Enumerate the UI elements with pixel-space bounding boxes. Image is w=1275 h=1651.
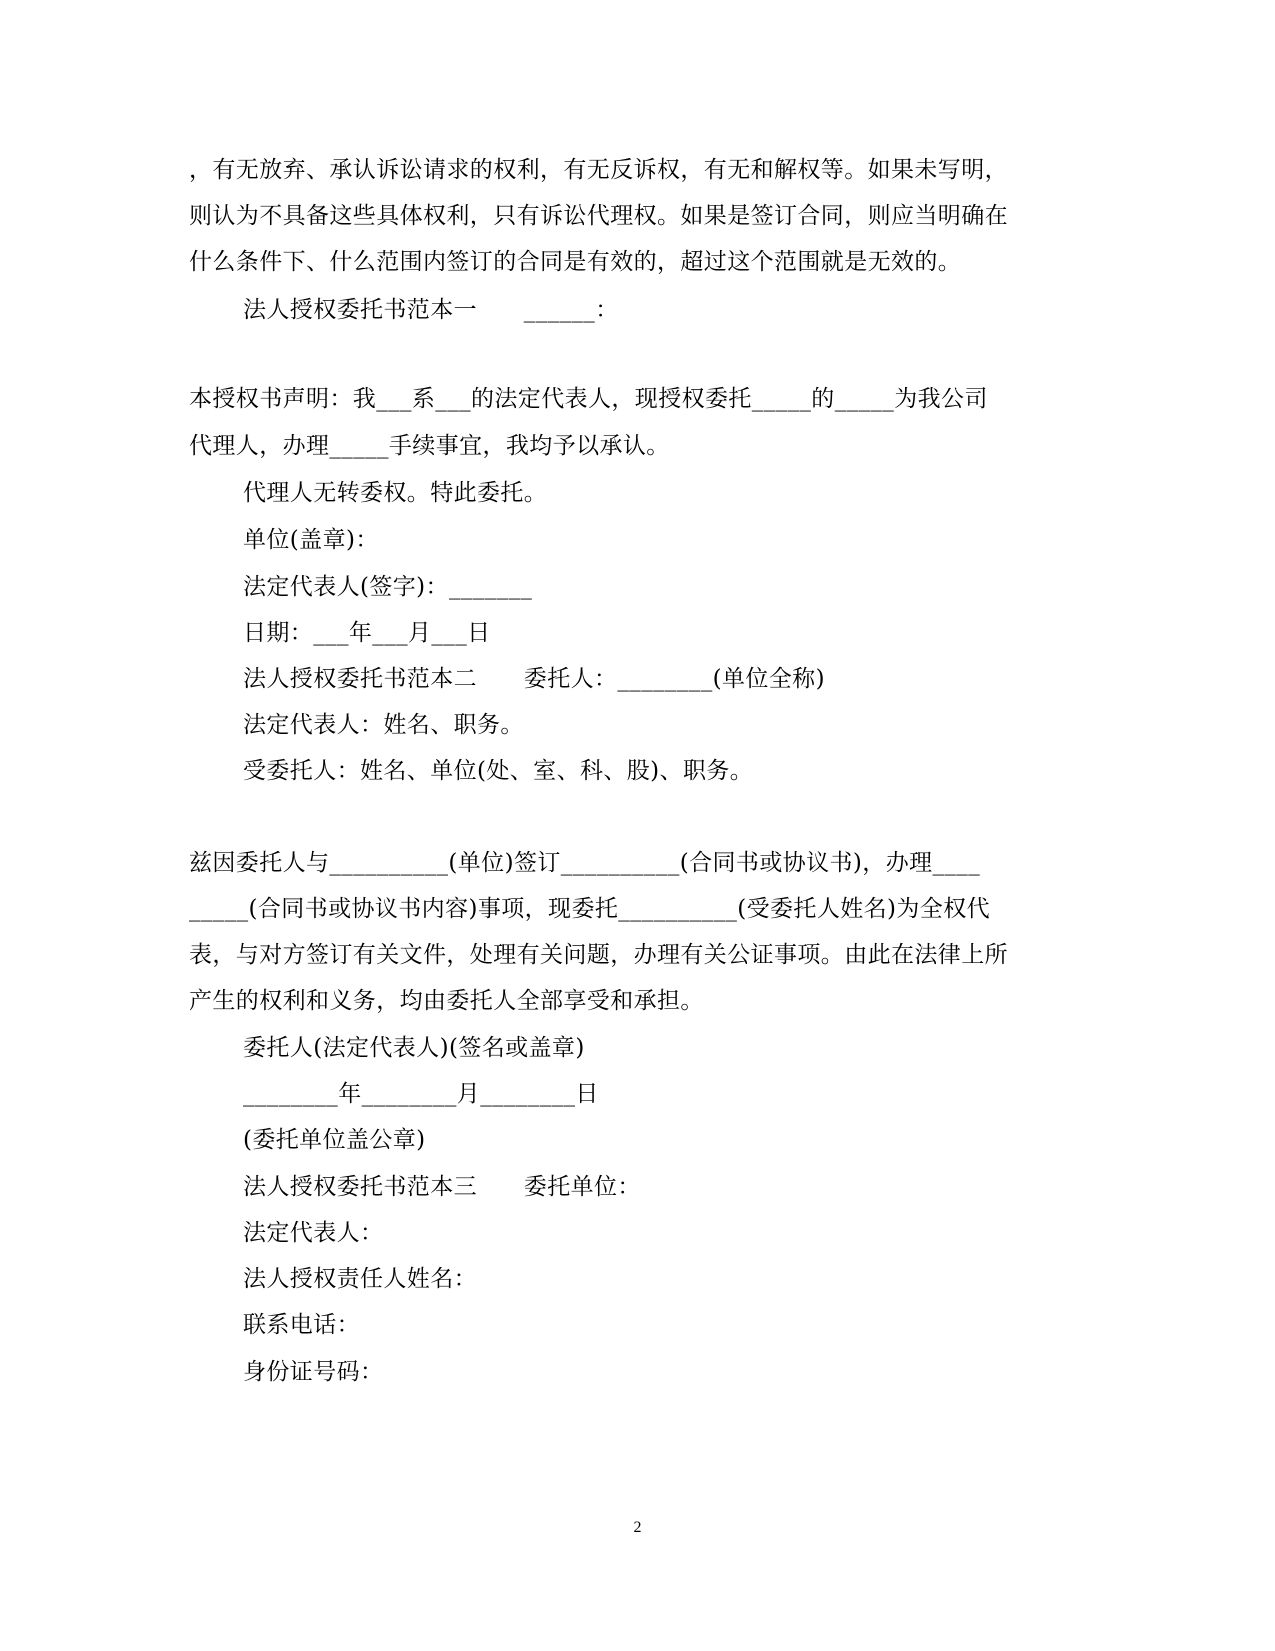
- paragraph-line: ，有无放弃、承认诉讼请求的权利，有无反诉权，有无和解权等。如果未写明，: [189, 157, 1008, 183]
- form-field-line: (委托单位盖公章): [243, 1127, 426, 1153]
- template-title-3: 法人授权委托书范本三 委托单位：: [243, 1174, 641, 1200]
- form-field-line: 受委托人：姓名、单位(处、室、科、股)、职务。: [243, 758, 754, 784]
- form-field-line: 单位(盖章)：: [243, 527, 379, 553]
- paragraph-line: _____(合同书或协议书内容)事项，现委托__________(受委托人姓名)为全权代: [189, 896, 990, 922]
- paragraph-line: 本授权书声明：我___系___的法定代表人，现授权委托_____的_____为我公司: [189, 386, 988, 412]
- page-number: 2: [633, 1519, 642, 1536]
- form-field-line: 法定代表人(签字)：_______: [243, 574, 533, 600]
- paragraph-line: 兹因委托人与__________(单位)签订__________(合同书或协议书)，办理____: [189, 850, 981, 876]
- form-field-line: 委托人(法定代表人)(签名或盖章): [243, 1035, 585, 1061]
- form-field-line: 法定代表人：: [243, 1220, 384, 1246]
- paragraph-line: 产生的权利和义务，均由委托人全部享受和承担。: [189, 988, 704, 1014]
- paragraph-line: 代理人，办理_____手续事宜，我均予以承认。: [189, 433, 670, 459]
- template-title-2: 法人授权委托书范本二 委托人：________(单位全称): [243, 666, 825, 692]
- form-field-line: 联系电话：: [243, 1312, 360, 1338]
- form-field-line: 日期：___年___月___日: [243, 620, 491, 646]
- form-field-line: 身份证号码：: [243, 1359, 384, 1385]
- form-field-line: 法人授权责任人姓名：: [243, 1266, 477, 1292]
- paragraph-line: 表，与对方签订有关文件，处理有关问题，办理有关公证事项。由此在法律上所: [189, 942, 1008, 968]
- paragraph-line: 什么条件下、什么范围内签订的合同是有效的，超过这个范围就是无效的。: [189, 249, 962, 275]
- paragraph-line: 代理人无转委权。特此委托。: [243, 480, 548, 506]
- form-field-line: 法定代表人：姓名、职务。: [243, 712, 524, 738]
- form-field-line: ________年________月________日: [243, 1081, 599, 1107]
- template-title-1: 法人授权委托书范本一 ______：: [243, 297, 619, 323]
- paragraph-line: 则认为不具备这些具体权利，只有诉讼代理权。如果是签订合同，则应当明确在: [189, 203, 1008, 229]
